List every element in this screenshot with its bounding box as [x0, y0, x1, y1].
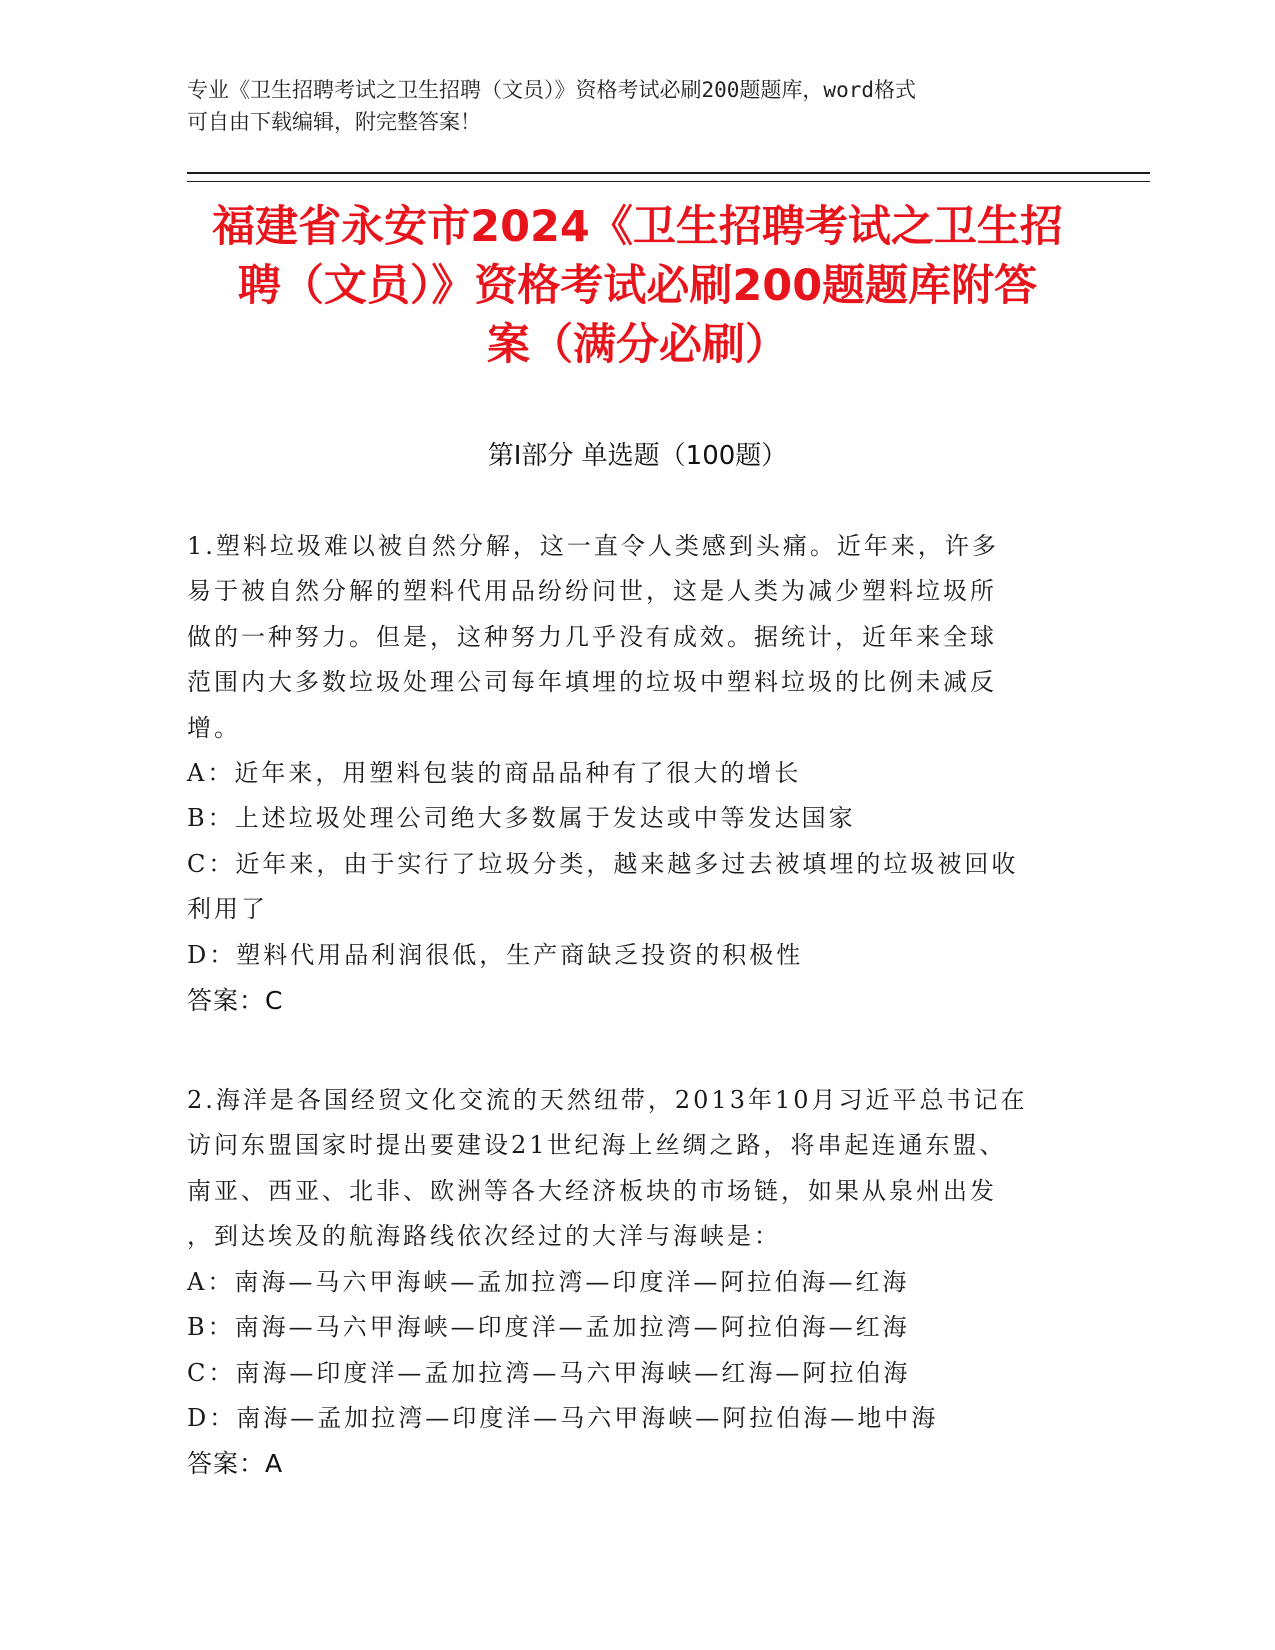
option-b: B：上述垃圾处理公司绝大多数属于发达或中等发达国家	[187, 804, 856, 833]
answer-line: 答案：A	[187, 1449, 284, 1479]
header-note-line: 可自由下载编辑，附完整答案！	[187, 110, 481, 134]
option-a: A：近年来，用塑料包装的商品品种有了很大的增长	[187, 759, 802, 788]
option-b: B：南海—马六甲海峡—印度洋—孟加拉湾—阿拉伯海—红海	[187, 1313, 910, 1342]
header-note	[187, 74, 1067, 138]
question-stem-line: 2.海洋是各国经贸文化交流的天然纽带，2013年10月习近平总书记在	[187, 1086, 1028, 1115]
header-divider-thin	[187, 181, 1150, 182]
title-line: 聘（文员）》资格考试必刷200题题库附答	[237, 261, 1038, 311]
option-d: D：塑料代用品利润很低，生产商缺乏投资的积极性	[187, 940, 804, 969]
question-stem-line: ，到达埃及的航海路线依次经过的大洋与海峡是：	[187, 1222, 781, 1251]
question-stem-line: 增。	[187, 713, 241, 742]
question-stem-line: 1.塑料垃圾难以被自然分解，这一直令人类感到头痛。近年来，许多	[187, 532, 999, 560]
option-c: C：南海—印度洋—孟加拉湾—马六甲海峡—红海—阿拉伯海	[187, 1358, 911, 1387]
question-stem-line: 南亚、西亚、北非、欧洲等各大经济板块的市场链，如果从泉州出发	[187, 1176, 997, 1205]
question-stem-line: 范围内大多数垃圾处理公司每年填埋的垃圾中塑料垃圾的比例未减反	[187, 668, 997, 697]
title-line: 福建省永安市2024《卫生招聘考试之卫生招	[212, 202, 1063, 252]
question-2	[187, 1078, 1087, 1486]
question-stem-line: 访问东盟国家时提出要建设21世纪海上丝绸之路，将串起连通东盟、	[187, 1131, 1007, 1160]
option-d: D：南海—孟加拉湾—印度洋—马六甲海峡—阿拉伯海—地中海	[187, 1403, 939, 1432]
question-1	[187, 524, 1087, 1023]
question-stem-line: 易于被自然分解的塑料代用品纷纷问世，这是人类为减少塑料垃圾所	[187, 577, 997, 606]
header-note-line: 专业《卫生招聘考试之卫生招聘（文员）》资格考试必刷200题题库，word格式	[187, 78, 916, 102]
answer-line: 答案：C	[187, 986, 284, 1016]
question-stem-line: 做的一种努力。但是，这种努力几乎没有成效。据统计，近年来全球	[187, 622, 997, 651]
option-a: A：南海—马六甲海峡—孟加拉湾—印度洋—阿拉伯海—红海	[187, 1267, 910, 1296]
header-divider-thick	[187, 172, 1150, 174]
title-line: 案（满分必刷）	[487, 320, 788, 370]
section-heading: 第Ⅰ部分 单选题（100题）	[487, 441, 788, 471]
document-title	[150, 198, 1125, 375]
option-c: C：近年来，由于实行了垃圾分类，越来越多过去被填埋的垃圾被回收	[187, 849, 1019, 878]
question-list	[187, 524, 1087, 1541]
option-c-continued: 利用了	[187, 895, 268, 924]
